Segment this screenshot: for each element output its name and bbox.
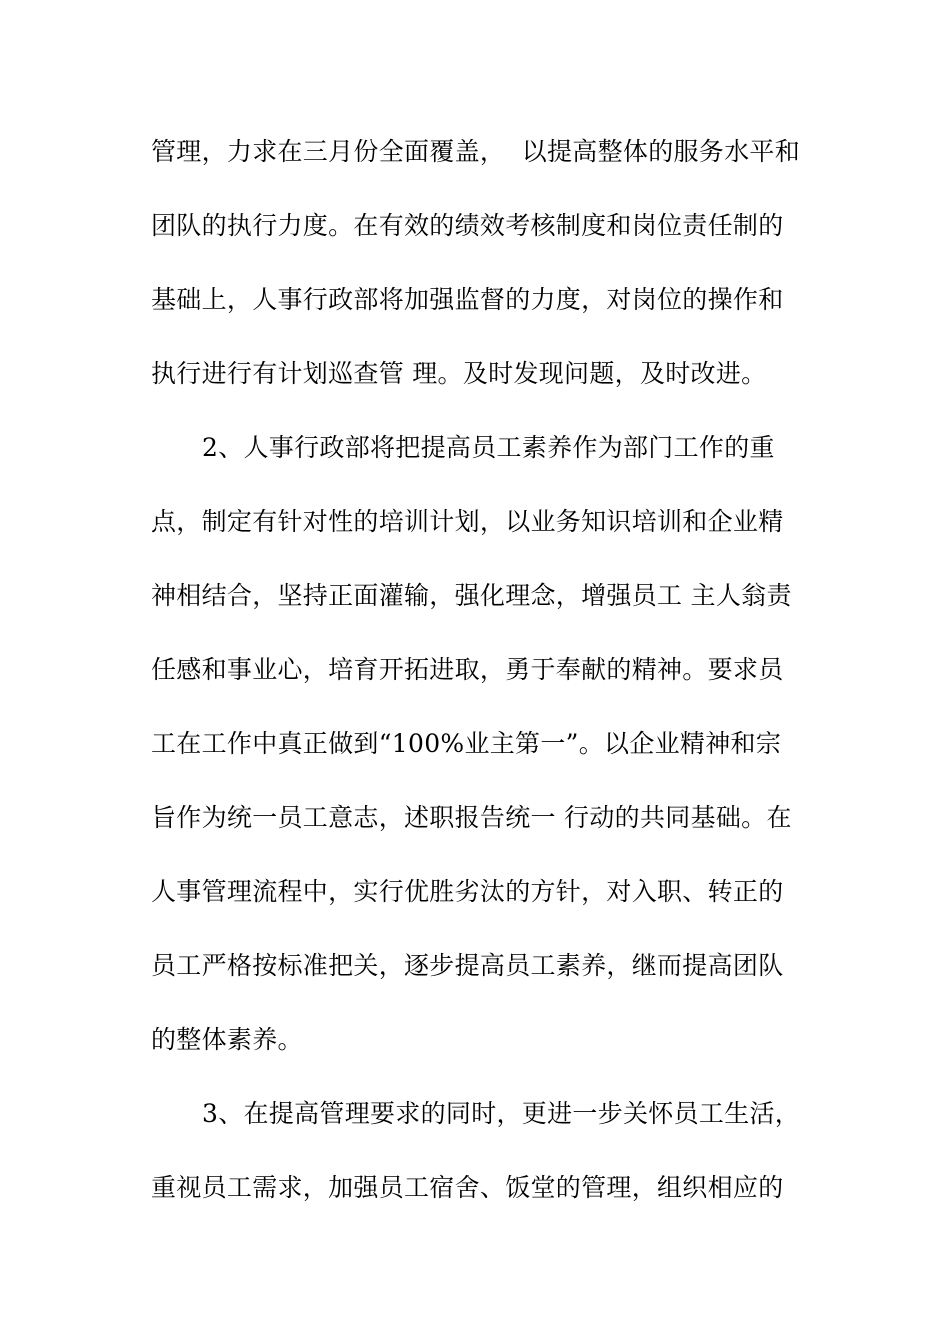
text-line: 神相结合，坚持正面灌输，强化理念，增强员工 主人翁责 — [151, 581, 792, 610]
text-line: 3、在提高管理要求的同时，更进一步关怀员工生活， — [202, 1099, 801, 1128]
text-line: 员工严格按标准把关，逐步提高员工素养，继而提高团队 — [151, 951, 784, 980]
text-line: 工在工作中真正做到“100%业主第一”。以企业精神和宗 — [151, 729, 782, 758]
text-line: 旨作为统一员工意志，述职报告统一 行动的共同基础。在 — [151, 803, 792, 832]
text-line: 管理，力求在三月份全面覆盖， 以提高整体的服务水平和 — [151, 137, 800, 166]
text-line: 的整体素养。 — [151, 1025, 303, 1054]
text-line: 人事管理流程中，实行优胜劣汰的方针，对入职、转正的 — [151, 877, 784, 906]
text-line: 任感和事业心，培育开拓进取，勇于奉献的精神。要求员 — [151, 655, 784, 684]
text-line: 点，制定有针对性的培训计划，以业务知识培训和企业精 — [151, 507, 784, 536]
text-line: 重视员工需求，加强员工宿舍、饭堂的管理，组织相应的 — [151, 1173, 784, 1202]
text-line: 基础上，人事行政部将加强监督的力度，对岗位的操作和 — [151, 285, 784, 314]
text-line: 执行进行有计划巡查管 理。及时发现问题，及时改进。 — [151, 359, 767, 388]
text-line: 团队的执行力度。在有效的绩效考核制度和岗位责任制的 — [151, 211, 784, 240]
text-line: 2、人事行政部将把提高员工素养作为部门工作的重 — [202, 433, 775, 462]
